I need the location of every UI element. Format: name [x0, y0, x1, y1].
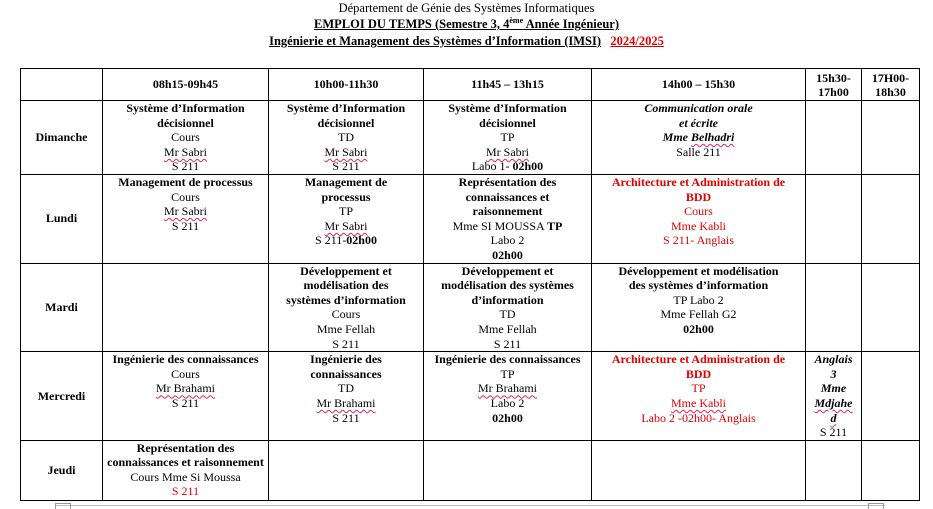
day-row-lundi	[21, 175, 920, 264]
empty-cell	[806, 101, 862, 175]
session-cell: Communication orale et écrite Mme Belhadri Salle 211	[592, 101, 806, 175]
session-cell: Développement et modélisation des systèmes d’information TD Mme Fellah S 211	[424, 263, 592, 352]
empty-cell	[862, 101, 920, 175]
time-slot-3: 11h45 – 13h15	[424, 69, 592, 101]
academic-year: 2024/2025	[610, 34, 664, 48]
empty-cell	[862, 440, 920, 500]
page-corner-marker-right	[868, 503, 884, 509]
time-slot-6: 17H00- 18h30	[862, 69, 920, 101]
session-cell: Système d’Information décisionnel TP Mr Sabri Labo 1- 02h00	[424, 101, 592, 175]
department-title: Département de Génie des Systèmes Informatiques	[338, 1, 595, 15]
time-slot-5: 15h30- 17h00	[806, 69, 862, 101]
time-slot-1: 08h15-09h45	[103, 69, 269, 101]
day-label: Dimanche	[21, 101, 103, 175]
empty-cell	[103, 263, 269, 352]
time-header-row	[21, 69, 920, 101]
session-cell: Ingénierie des connaissances Cours Mr Brahami S 211	[103, 352, 269, 441]
time-slot-2: 10h00-11h30	[269, 69, 424, 101]
time-slot-4: 14h00 – 15h30	[592, 69, 806, 101]
empty-cell	[806, 440, 862, 500]
day-label: Lundi	[21, 175, 103, 264]
session-cell: Anglais 3 Mme Mdjahe d S 211	[806, 352, 862, 441]
day-row-mercredi	[21, 352, 920, 441]
corner-cell	[21, 69, 103, 101]
session-cell: Management de processus TP Mr Sabri S 211-02h00	[269, 175, 424, 264]
empty-cell	[269, 440, 424, 500]
timetable-title: EMPLOI DU TEMPS (Semestre 3, 4ème Année Ingénieur)	[314, 16, 619, 31]
empty-cell	[424, 440, 592, 500]
day-row-dimanche	[21, 101, 920, 175]
session-cell: Développement et modélisation des systèmes d’information Cours Mme Fellah S 211	[269, 263, 424, 352]
program-title: Ingénierie et Management des Systèmes d’Information (IMSI) 2024/2025	[269, 34, 664, 48]
empty-cell	[592, 440, 806, 500]
session-cell: Représentation des connaissances et raisonnement Cours Mme Si Moussa S 211	[103, 440, 269, 500]
page-corner-marker-left	[55, 503, 71, 509]
session-cell: Management de processus Cours Mr Sabri S 211	[103, 175, 269, 264]
day-row-jeudi	[21, 440, 920, 500]
page-bottom-divider	[55, 505, 885, 506]
day-label: Mardi	[21, 263, 103, 352]
day-label: Jeudi	[21, 440, 103, 500]
timetable	[20, 68, 920, 501]
day-row-mardi	[21, 263, 920, 352]
empty-cell	[862, 352, 920, 441]
empty-cell	[806, 263, 862, 352]
session-cell: Représentation des connaissances et raisonnement Mme SI MOUSSA TP Labo 2 02h00	[424, 175, 592, 264]
empty-cell	[862, 175, 920, 264]
empty-cell	[862, 263, 920, 352]
session-cell: Système d’Information décisionnel Cours Mr Sabri S 211	[103, 101, 269, 175]
session-cell: Système d’Information décisionnel TD Mr Sabri S 211	[269, 101, 424, 175]
session-cell: Architecture et Administration de BDD Cours Mme Kabli S 211- Anglais	[592, 175, 806, 264]
day-label: Mercredi	[21, 352, 103, 441]
empty-cell	[806, 175, 862, 264]
session-cell: Architecture et Administration de BDD TP Mme Kabli Labo 2 -02h00- Anglais	[592, 352, 806, 441]
session-cell: Développement et modélisation des systèmes d’information TP Labo 2 Mme Fellah G2 02h00	[592, 263, 806, 352]
session-cell: Ingénierie des connaissances TD Mr Brahami S 211	[269, 352, 424, 441]
session-cell: Ingénierie des connaissances TP Mr Brahami Labo 2 02h00	[424, 352, 592, 441]
